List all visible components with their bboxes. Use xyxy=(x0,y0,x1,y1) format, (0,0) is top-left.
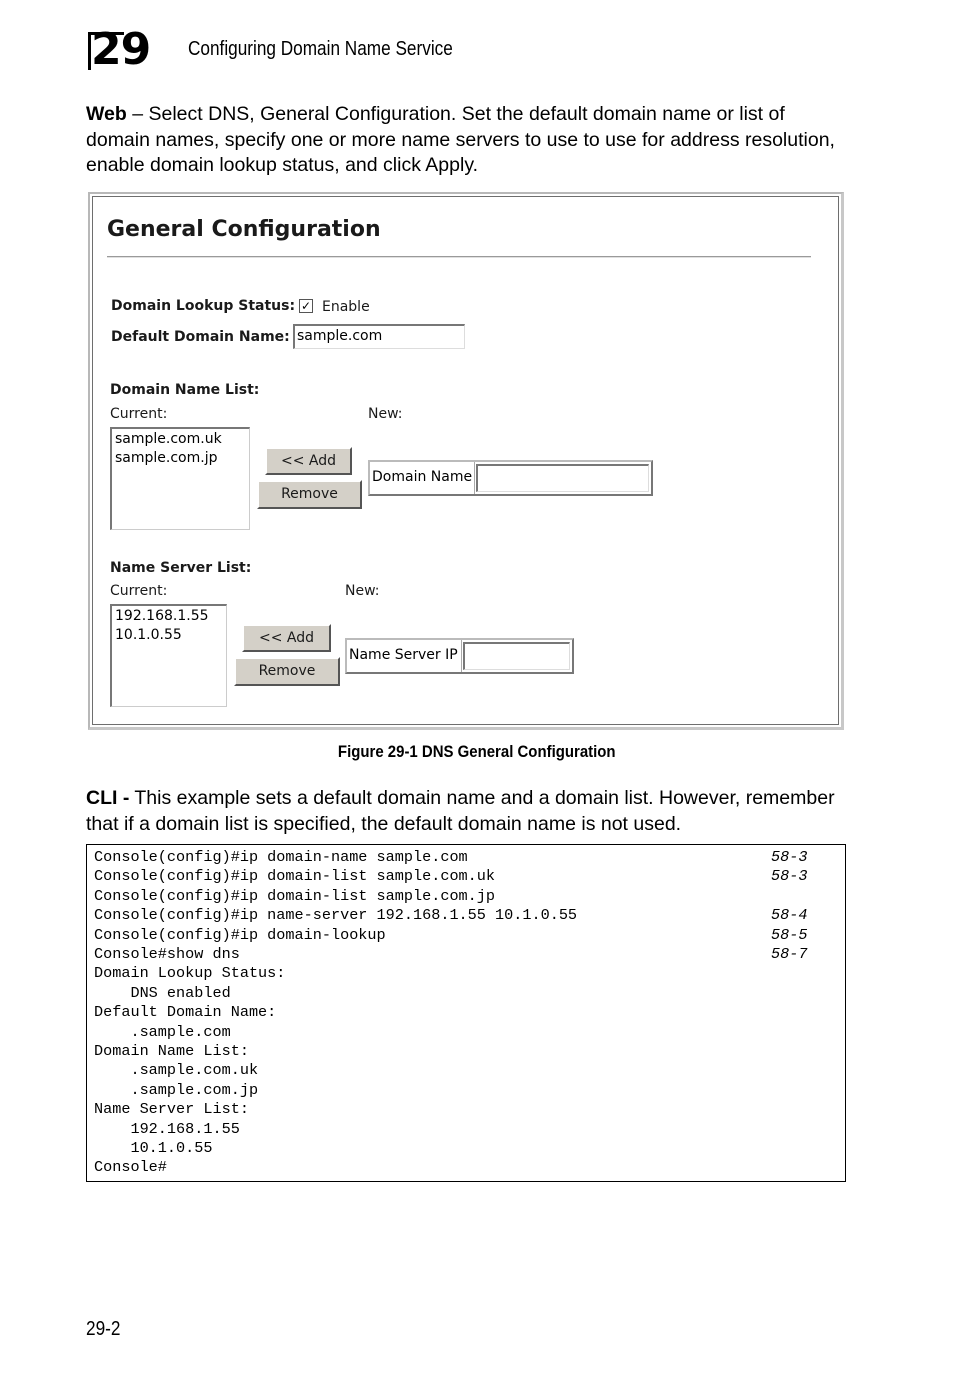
domain-new-label: New: xyxy=(368,406,403,422)
domain-name-new-field xyxy=(368,460,653,496)
server-add-button[interactable]: << Add xyxy=(242,624,331,652)
domain-lookup-status-label: Domain Lookup Status: xyxy=(111,298,296,314)
code-line: Console(config)#ip name-server 192.168.1.55 10.1.0.55 xyxy=(94,906,578,925)
name-server-list-heading: Name Server List: xyxy=(110,560,252,576)
running-head: Configuring Domain Name Service xyxy=(188,38,453,60)
name-server-field-label: Name Server IP xyxy=(347,640,462,672)
dns-general-configuration-figure xyxy=(88,192,844,730)
cli-instructions xyxy=(86,786,846,837)
code-line: Console(config)#ip domain-list sample.com.jp xyxy=(94,886,496,905)
server-remove-button[interactable]: Remove xyxy=(234,657,340,686)
name-server-new-field xyxy=(345,638,574,674)
code-line: 10.1.0.55 xyxy=(94,1139,213,1157)
server-new-label: New: xyxy=(345,583,380,599)
cli-label: CLI - xyxy=(86,787,130,809)
code-line: Domain Lookup Status: xyxy=(94,964,286,983)
domain-name-field-label: Domain Name xyxy=(370,462,475,494)
default-domain-name-input[interactable]: sample.com xyxy=(293,324,465,349)
figure-page-title: General Configuration xyxy=(107,217,381,242)
code-ref: 58-3 xyxy=(771,848,808,866)
domain-name-list-heading: Domain Name List: xyxy=(110,382,260,398)
code-line: .sample.com.jp xyxy=(94,1080,259,1099)
list-item[interactable]: sample.com.jp xyxy=(115,450,218,466)
figure-caption: Figure 29-1 DNS General Configuration xyxy=(338,742,616,761)
code-line: Default Domain Name: xyxy=(94,1003,277,1022)
code-ref: 58-7 xyxy=(771,945,808,963)
chapter-number: 29 xyxy=(91,24,151,75)
list-item[interactable]: sample.com.uk xyxy=(115,431,222,447)
code-line: Console# xyxy=(94,1158,167,1177)
enable-label: Enable xyxy=(322,299,370,315)
enable-checkbox[interactable]: ✓ xyxy=(300,299,312,313)
default-domain-name-label: Default Domain Name: xyxy=(111,329,290,345)
code-line: Console(config)#ip domain-name sample.com xyxy=(94,848,468,866)
web-instructions xyxy=(86,102,846,179)
name-server-input[interactable] xyxy=(463,642,570,670)
chapter-number-box xyxy=(88,24,166,75)
cli-example-block xyxy=(86,844,846,1182)
domain-current-label: Current: xyxy=(110,406,168,422)
web-instructions-text: – Select DNS, General Configuration. Set the default domain name or list of domain names, specify one or more name servers to use to use for address resolution, enable domain lookup status, and click Apply. xyxy=(86,103,835,176)
code-line: Name Server List: xyxy=(94,1100,249,1119)
page-number: 29-2 xyxy=(86,1318,121,1340)
server-current-label: Current: xyxy=(110,583,168,599)
name-server-listbox[interactable] xyxy=(110,604,227,707)
list-item[interactable]: 10.1.0.55 xyxy=(115,627,182,643)
title-divider xyxy=(107,256,811,258)
list-item[interactable]: 192.168.1.55 xyxy=(115,608,209,624)
domain-add-button[interactable]: << Add xyxy=(265,447,352,475)
cli-instructions-text: This example sets a default domain name and a domain list. However, remember that if a domain list is specified, the default domain name is not used. xyxy=(86,787,835,835)
code-ref: 58-5 xyxy=(771,925,808,944)
code-ref: 58-3 xyxy=(771,867,808,886)
code-ref: 58-4 xyxy=(771,906,808,925)
code-line: DNS enabled xyxy=(94,983,231,1002)
code-line: .sample.com xyxy=(94,1022,231,1041)
domain-name-listbox[interactable] xyxy=(110,427,250,530)
domain-remove-button[interactable]: Remove xyxy=(257,480,362,509)
code-line: Console#show dns xyxy=(94,945,240,963)
domain-name-input[interactable] xyxy=(476,464,649,492)
code-line: Console(config)#ip domain-list sample.com.uk xyxy=(94,867,496,886)
web-label: Web xyxy=(86,103,127,125)
code-line: Console(config)#ip domain-lookup xyxy=(94,925,386,944)
code-line: Domain Name List: xyxy=(94,1042,249,1060)
code-line: .sample.com.uk xyxy=(94,1061,259,1080)
code-line: 192.168.1.55 xyxy=(94,1119,240,1138)
